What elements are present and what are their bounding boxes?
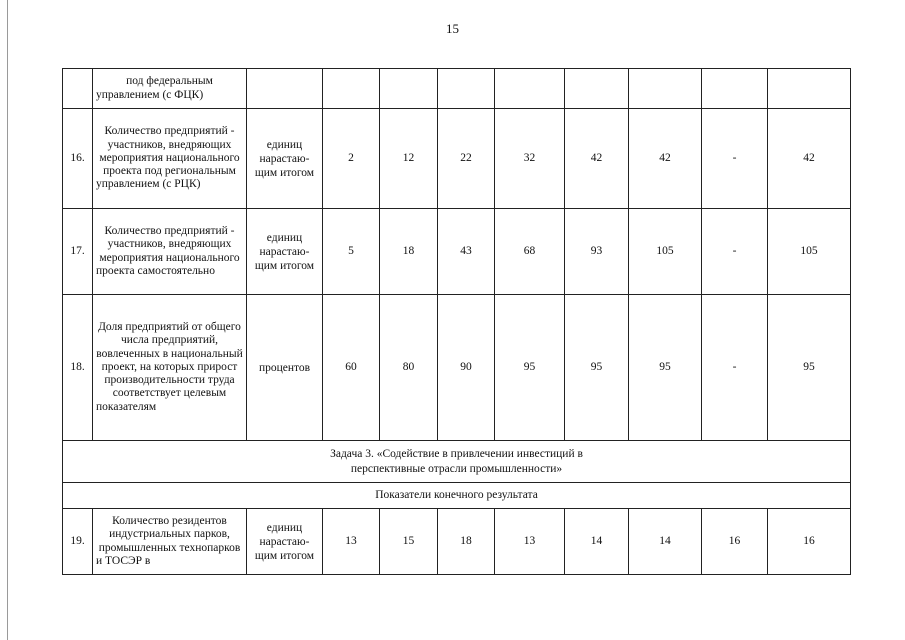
value-cell: -	[702, 209, 768, 295]
value-cell: 14	[565, 509, 629, 575]
value-cell	[495, 69, 565, 109]
table-row	[63, 483, 851, 509]
table-row	[63, 69, 851, 109]
indicators-table	[62, 68, 851, 575]
indicator-name: Количество резидентов индустриальных парков, промышленных технопарков и ТОСЭР в	[93, 509, 247, 575]
value-cell: -	[702, 295, 768, 441]
indicator-name: под федеральным управлением (с ФЦК)	[93, 69, 247, 109]
table-row	[63, 295, 851, 441]
value-cell: 95	[768, 295, 851, 441]
value-cell: 95	[495, 295, 565, 441]
value-cell: 32	[495, 109, 565, 209]
page-number: 15	[446, 21, 459, 36]
value-cell: 16	[768, 509, 851, 575]
value-cell: 15	[380, 509, 438, 575]
table-row	[63, 509, 851, 575]
unit-cell: единиц нарастаю-щим итогом	[247, 209, 323, 295]
value-cell: 105	[768, 209, 851, 295]
value-cell: 14	[629, 509, 702, 575]
value-cell: 43	[438, 209, 495, 295]
table-row	[63, 441, 851, 483]
row-number: 19.	[63, 509, 93, 575]
value-cell: 42	[629, 109, 702, 209]
value-cell: 2	[323, 109, 380, 209]
value-cell: 16	[702, 509, 768, 575]
final-results-header: Показатели конечного результата	[63, 483, 851, 509]
task-3-heading	[63, 441, 851, 483]
value-cell	[565, 69, 629, 109]
value-cell: 60	[323, 295, 380, 441]
unit-cell: единиц нарастаю-щим итогом	[247, 109, 323, 209]
row-number	[63, 69, 93, 109]
value-cell: 95	[565, 295, 629, 441]
unit-cell	[247, 69, 323, 109]
unit-cell: процентов	[247, 295, 323, 441]
indicator-name: Количество предприятий - участников, внедряющих мероприятия национального проекта под региональным управлением (с РЦК)	[93, 109, 247, 209]
value-cell: 80	[380, 295, 438, 441]
value-cell: 105	[629, 209, 702, 295]
row-number: 17.	[63, 209, 93, 295]
value-cell: 68	[495, 209, 565, 295]
value-cell	[323, 69, 380, 109]
scan-edge-line	[7, 0, 8, 640]
value-cell: 22	[438, 109, 495, 209]
value-cell	[768, 69, 851, 109]
row-number: 16.	[63, 109, 93, 209]
value-cell: 18	[380, 209, 438, 295]
value-cell	[380, 69, 438, 109]
row-number: 18.	[63, 295, 93, 441]
indicator-name: Доля предприятий от общего числа предприятий, вовлеченных в национальный проект, на которых прирост производительности труда соответствует целевым показателям	[93, 295, 247, 441]
value-cell: 12	[380, 109, 438, 209]
value-cell: 93	[565, 209, 629, 295]
table-row	[63, 209, 851, 295]
unit-cell: единиц нарастаю-щим итогом	[247, 509, 323, 575]
table-row	[63, 109, 851, 209]
value-cell: 42	[768, 109, 851, 209]
value-cell: 42	[565, 109, 629, 209]
value-cell	[438, 69, 495, 109]
indicator-name: Количество предприятий - участников, внедряющих мероприятия национального проекта самостоятельно	[93, 209, 247, 295]
value-cell	[629, 69, 702, 109]
value-cell	[702, 69, 768, 109]
value-cell: 5	[323, 209, 380, 295]
value-cell: -	[702, 109, 768, 209]
value-cell: 13	[323, 509, 380, 575]
value-cell: 13	[495, 509, 565, 575]
value-cell: 18	[438, 509, 495, 575]
task-3-title: Задача 3. «Содействие в привлечении инвестиций в перспективные отрасли промышленности»	[330, 447, 583, 475]
value-cell: 95	[629, 295, 702, 441]
value-cell: 90	[438, 295, 495, 441]
